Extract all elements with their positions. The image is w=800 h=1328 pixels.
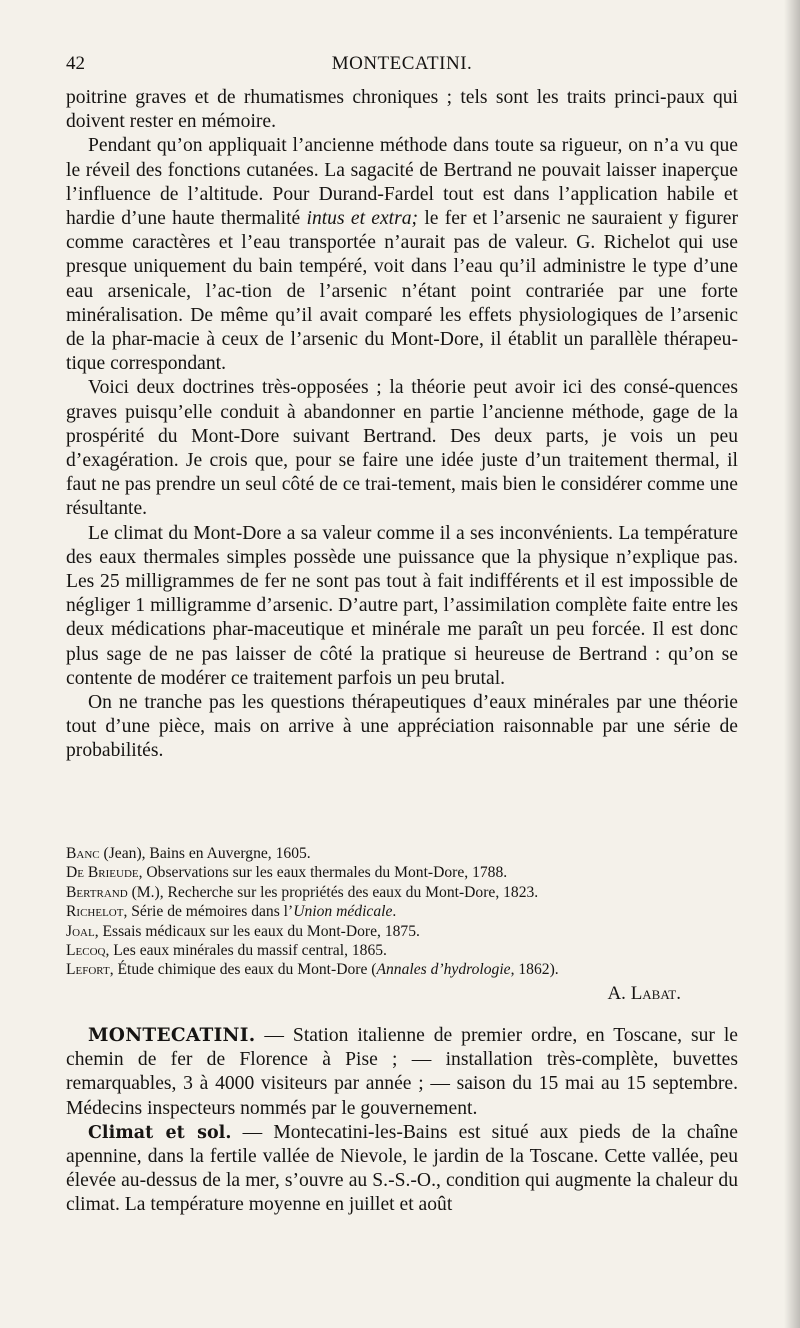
paragraph-1: poitrine graves et de rhumatismes chroniques ; tels sont les traits princi-paux qui doivent rester en mémoire. [66,87,738,133]
section-heading: Climat et sol. [88,1122,232,1143]
page-edge-shadow [784,0,800,1328]
paragraph-2: Pendant qu’on appliquait l’ancienne méthode dans toute sa rigueur, on n’a vu que le réveil des fonctions cutanées. La sagacité de Bertrand ne pouvait laisser inaperçue l’influence de l’altitude. Pour Durand-Fardel tout est dans l’application habile et hardie d’une haute thermalité intus et extra; le fer et l’arsenic ne sauraient y figurer comme caractères et l’eau transportée n’aurait pas de valeur. G. Richelot qui use presque uniquement du bain tempéré, voit dans l’eau qu’il administre le type d’une eau arsenicale, l’ac-tion de l’arsenic n’étant point contrariée par une forte minéralisation. De même qu’il avait comparé les effets physiologiques de l’arsenic de la phar-macie à ceux de l’arsenic du Mont-Dore, il établit un parallèle thérapeu-tique correspondant. [66,135,739,375]
reference-item: Lecoq, Les eaux minérales du massif central, 1865. [66,942,387,960]
montecatini-article [66,1024,738,1218]
running-title: MONTECATINI. [331,53,473,74]
paragraph-3: Voici deux doctrines très-opposées ; la théorie peut avoir ici des consé-quences graves puisqu’elle conduit à abandonner en partie l’ancienne méthode, gage de la prospérité du Mont-Dore suivant Bertrand. Des deux parts, je vois un peu d’exagération. Je crois que, pour se faire une idée juste d’un traitement thermal, il faut ne pas prendre un seul côté de ce trai-tement, mais bien le considérer comme une résultante. [66,377,738,520]
reference-item: Richelot, Série de mémoires dans l’Union médicale. [66,903,397,921]
paragraph-4: Le climat du Mont-Dore a sa valeur comme il a ses inconvénients. La température des eaux thermales simples possède une puissance que la physique n’explique pas. Les 25 milligrammes de fer ne sont pas tout à fait indifférents et il est impossible de négliger 1 milligramme d’arsenic. D’autre part, l’assimilation complète faite entre les deux médications phar-maceutique et minérale me paraît un peu forcée. Il est donc plus sage de ne pas laisser de côté la pratique si heureuse de Bertrand : qu’on se contente de modérer ce traitement parfois un peu brutal. [66,522,738,689]
page-number: 42 [66,53,85,74]
bibliography [66,844,738,980]
reference-item: Bertrand (M.), Recherche sur les propriétés des eaux du Mont-Dore, 1823. [66,883,539,901]
article-intro: MONTECATINI. — Station italienne de premier ordre, en Toscane, sur le chemin de fer de Florence à Pise ; — installation très-complète, buvettes remarquables, 3 à 4000 visiteurs par année ; — saison du 15 mai au 15 septembre. Médecins inspecteurs nommés par le gouvernement. [66,1025,738,1119]
article-title: MONTECATINI. [88,1025,256,1046]
main-text [66,86,738,764]
latin-phrase: intus et extra; [306,208,419,230]
author-signature: A. Labat. [607,983,681,1004]
page-header [66,52,738,76]
article-section: Climat et sol. — Montecatini-les-Bains est situé aux pieds de la chaîne apennine, dans la fertile vallée de Nievole, le jardin de la Toscane. Cette vallée, peu élevée au-dessus de la mer, s’ouvre au S.-S.-O., condition qui augmente la chaleur du climat. La température moyenne en juillet et août [66,1121,738,1216]
reference-item: De Brieude, Observations sur les eaux thermales du Mont-Dore, 1788. [66,864,508,882]
reference-item: Joal, Essais médicaux sur les eaux du Mont-Dore, 1875. [66,922,420,940]
paragraph-5: On ne tranche pas les questions thérapeutiques d’eaux minérales par une théorie tout d’une pièce, mais on arrive à une appréciation raisonnable par une série de probabilités. [66,692,738,762]
reference-item: Lefort, Étude chimique des eaux du Mont-Dore (Annales d’hydrologie, 1862). [66,961,559,979]
reference-item: Banc (Jean), Bains en Auvergne, 1605. [66,845,311,862]
